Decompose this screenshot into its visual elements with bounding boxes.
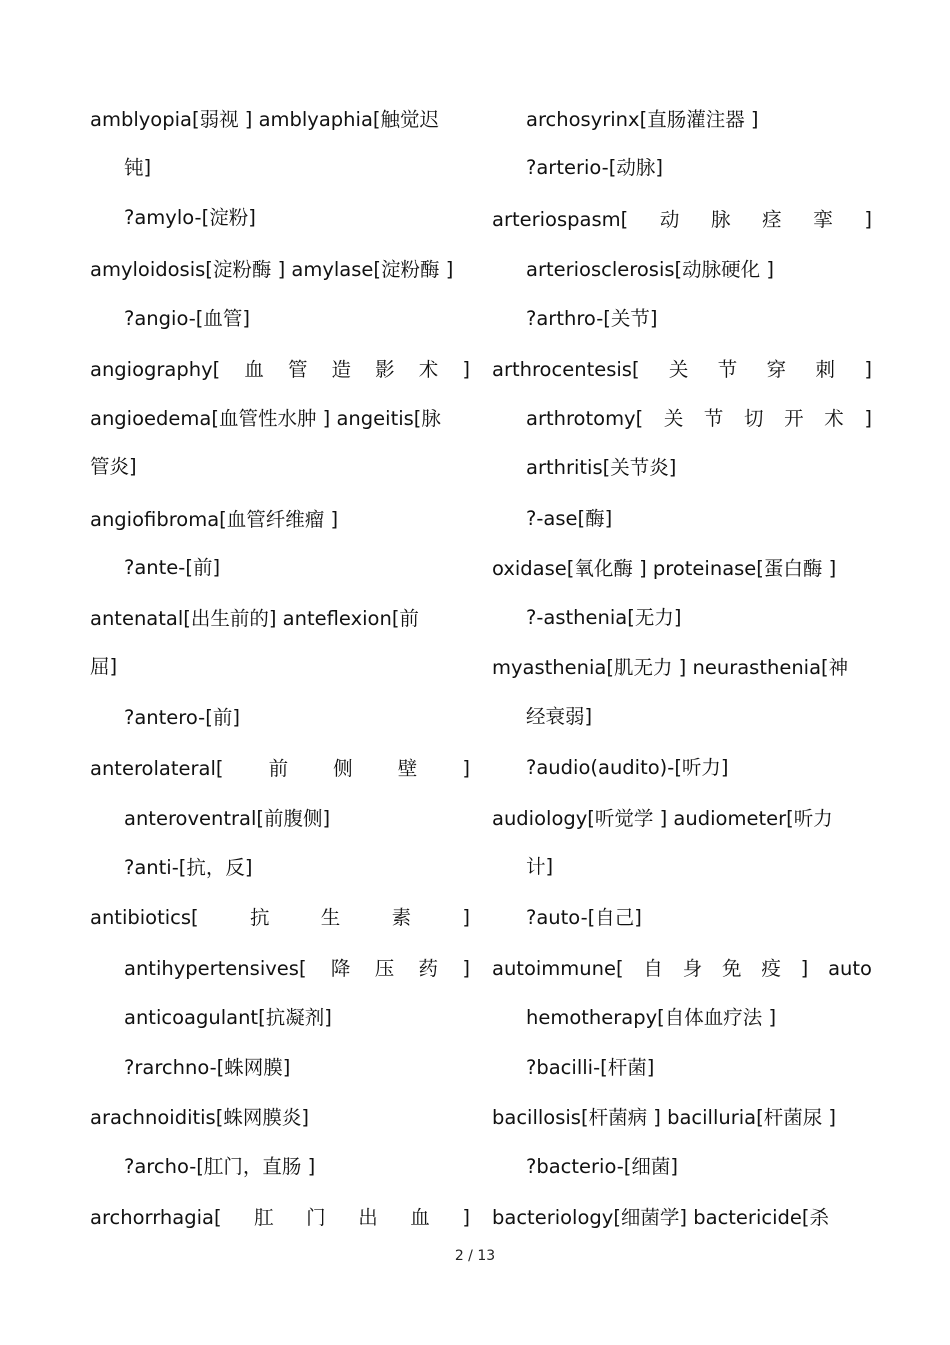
line-segment: 肛 [254, 1206, 274, 1229]
line-segment: autoimmune[ [492, 957, 624, 980]
line-segment: ] [462, 757, 470, 780]
line-segment: 身 [682, 957, 703, 980]
line-segment: 开 [784, 407, 804, 430]
left-column-line: ?archo-[肛门，直肠 ] [124, 1155, 316, 1178]
line-segment: 动 [659, 208, 680, 231]
line-segment: 前 [268, 757, 289, 780]
line-segment: anterolateral[ [90, 757, 224, 780]
page-number: 2 / 13 [454, 1248, 496, 1264]
line-segment: 侧 [333, 757, 353, 780]
line-segment: ] [800, 957, 809, 980]
line-segment: 影 [375, 358, 395, 381]
line-segment: angiography[ [90, 358, 221, 381]
left-column-line: ?ante-[前] [124, 556, 221, 579]
left-column-line [124, 954, 470, 984]
line-segment: 血 [244, 358, 264, 381]
right-column-line: ?auto-[自己] [526, 906, 642, 929]
line-segment: ] [462, 1206, 470, 1229]
line-segment: 抗 [249, 906, 270, 929]
left-column-line: ?rarchno-[蛛网膜] [124, 1056, 291, 1079]
line-segment: ] [462, 358, 470, 381]
right-column-line: 经衰弱] [526, 705, 593, 728]
line-segment: 门 [306, 1206, 326, 1229]
left-column-line: amblyopia[弱视 ] amblyaphia[触觉迟 [90, 108, 440, 131]
right-column-line: myasthenia[肌无力 ] neurasthenia[神 [492, 656, 849, 679]
right-column-line: ?arterio-[动脉] [526, 156, 663, 179]
left-column-line: anticoagulant[抗凝剂] [124, 1006, 332, 1029]
right-column-line: ?-asthenia[无力] [526, 606, 682, 629]
right-column-line: ?arthro-[关节] [526, 307, 658, 330]
line-segment: 降 [330, 957, 351, 980]
left-column-line: 钝] [124, 156, 152, 179]
line-segment: 关 [668, 358, 689, 381]
right-column-line: oxidase[氧化酶 ] proteinase[蛋白酶 ] [492, 557, 837, 580]
line-segment: 造 [331, 358, 352, 381]
right-column-line: ?-ase[酶] [526, 507, 613, 530]
left-column-line: ?antero-[前] [124, 706, 240, 729]
right-column-line: ?bacterio-[细菌] [526, 1155, 679, 1178]
line-segment: 自 [643, 957, 663, 980]
right-column-line [492, 954, 872, 984]
line-segment: 节 [717, 358, 738, 381]
line-segment: 出 [358, 1206, 378, 1229]
line-segment: 术 [824, 407, 844, 430]
line-segment: 节 [703, 407, 724, 430]
right-column-line: ?audio(audito)-[听力] [526, 756, 729, 779]
right-column-line [492, 205, 872, 235]
left-column-line: 管炎] [90, 455, 137, 478]
line-segment: antihypertensives[ [124, 957, 307, 980]
right-column-line: arteriosclerosis[动脉硬化 ] [526, 258, 774, 281]
right-column-line: bacillosis[杆菌病 ] bacilluria[杆菌尿 ] [492, 1106, 837, 1129]
line-segment: ] [462, 906, 470, 929]
line-segment: 刺 [815, 358, 835, 381]
line-segment: arthrotomy[ [526, 407, 644, 430]
left-column-line [90, 903, 470, 933]
line-segment: 术 [418, 358, 439, 381]
line-segment: 管 [287, 358, 308, 381]
line-segment: ] [462, 957, 470, 980]
right-column-line: 计] [526, 855, 554, 878]
line-segment: arthrocentesis[ [492, 358, 640, 381]
line-segment: 生 [320, 906, 341, 929]
line-segment: 关 [663, 407, 684, 430]
line-segment: 挛 [813, 208, 833, 231]
right-column-line [526, 404, 872, 434]
line-segment: 切 [744, 407, 764, 430]
line-segment: 壁 [397, 757, 418, 780]
right-column-line: ?bacilli-[杆菌] [526, 1056, 655, 1079]
left-column-line: ?anti-[抗，反] [124, 856, 253, 879]
left-column-line: ?angio-[血管] [124, 307, 250, 330]
left-column-line: angiofibroma[血管纤维瘤 ] [90, 508, 339, 531]
right-column-line [492, 355, 872, 385]
left-column-line [90, 355, 470, 385]
left-column-line: 屈] [90, 655, 118, 678]
left-column-line [90, 1203, 470, 1233]
line-segment: ] [864, 208, 872, 231]
right-column-line: audiology[听觉学 ] audiometer[听力 [492, 807, 833, 830]
line-segment: 穿 [766, 358, 787, 381]
line-segment: arteriospasm[ [492, 208, 629, 231]
left-column-line: ?amylo-[淀粉] [124, 206, 256, 229]
line-segment: antibiotics[ [90, 906, 199, 929]
line-segment: auto [828, 957, 872, 980]
right-column-line: archosyrinx[直肠灌注器 ] [526, 108, 759, 131]
line-segment: 药 [418, 957, 439, 980]
right-column-line: bacteriology[细菌学] bactericide[杀 [492, 1206, 829, 1229]
line-segment: 压 [374, 957, 395, 980]
line-segment: 疫 [761, 957, 781, 980]
right-column-line: hemotherapy[自体血疗法 ] [526, 1006, 777, 1029]
right-column-line: arthritis[关节炎] [526, 456, 677, 479]
line-segment: ] [864, 407, 872, 430]
left-column-line: anteroventral[前腹侧] [124, 807, 331, 830]
line-segment: 免 [722, 957, 742, 980]
left-column-line: angioedema[血管性水肿 ] angeitis[脉 [90, 407, 441, 430]
left-column-line: amyloidosis[淀粉酶 ] amylase[淀粉酶 ] [90, 258, 454, 281]
line-segment: 血 [410, 1206, 430, 1229]
line-segment: 脉 [710, 208, 731, 231]
left-column-line [90, 754, 470, 784]
line-segment: 素 [391, 906, 412, 929]
line-segment: archorrhagia[ [90, 1206, 222, 1229]
left-column-line: antenatal[出生前的] anteflexion[前 [90, 607, 419, 630]
left-column-line: arachnoiditis[蛛网膜炎] [90, 1106, 309, 1129]
line-segment: ] [864, 358, 872, 381]
line-segment: 痉 [762, 208, 782, 231]
